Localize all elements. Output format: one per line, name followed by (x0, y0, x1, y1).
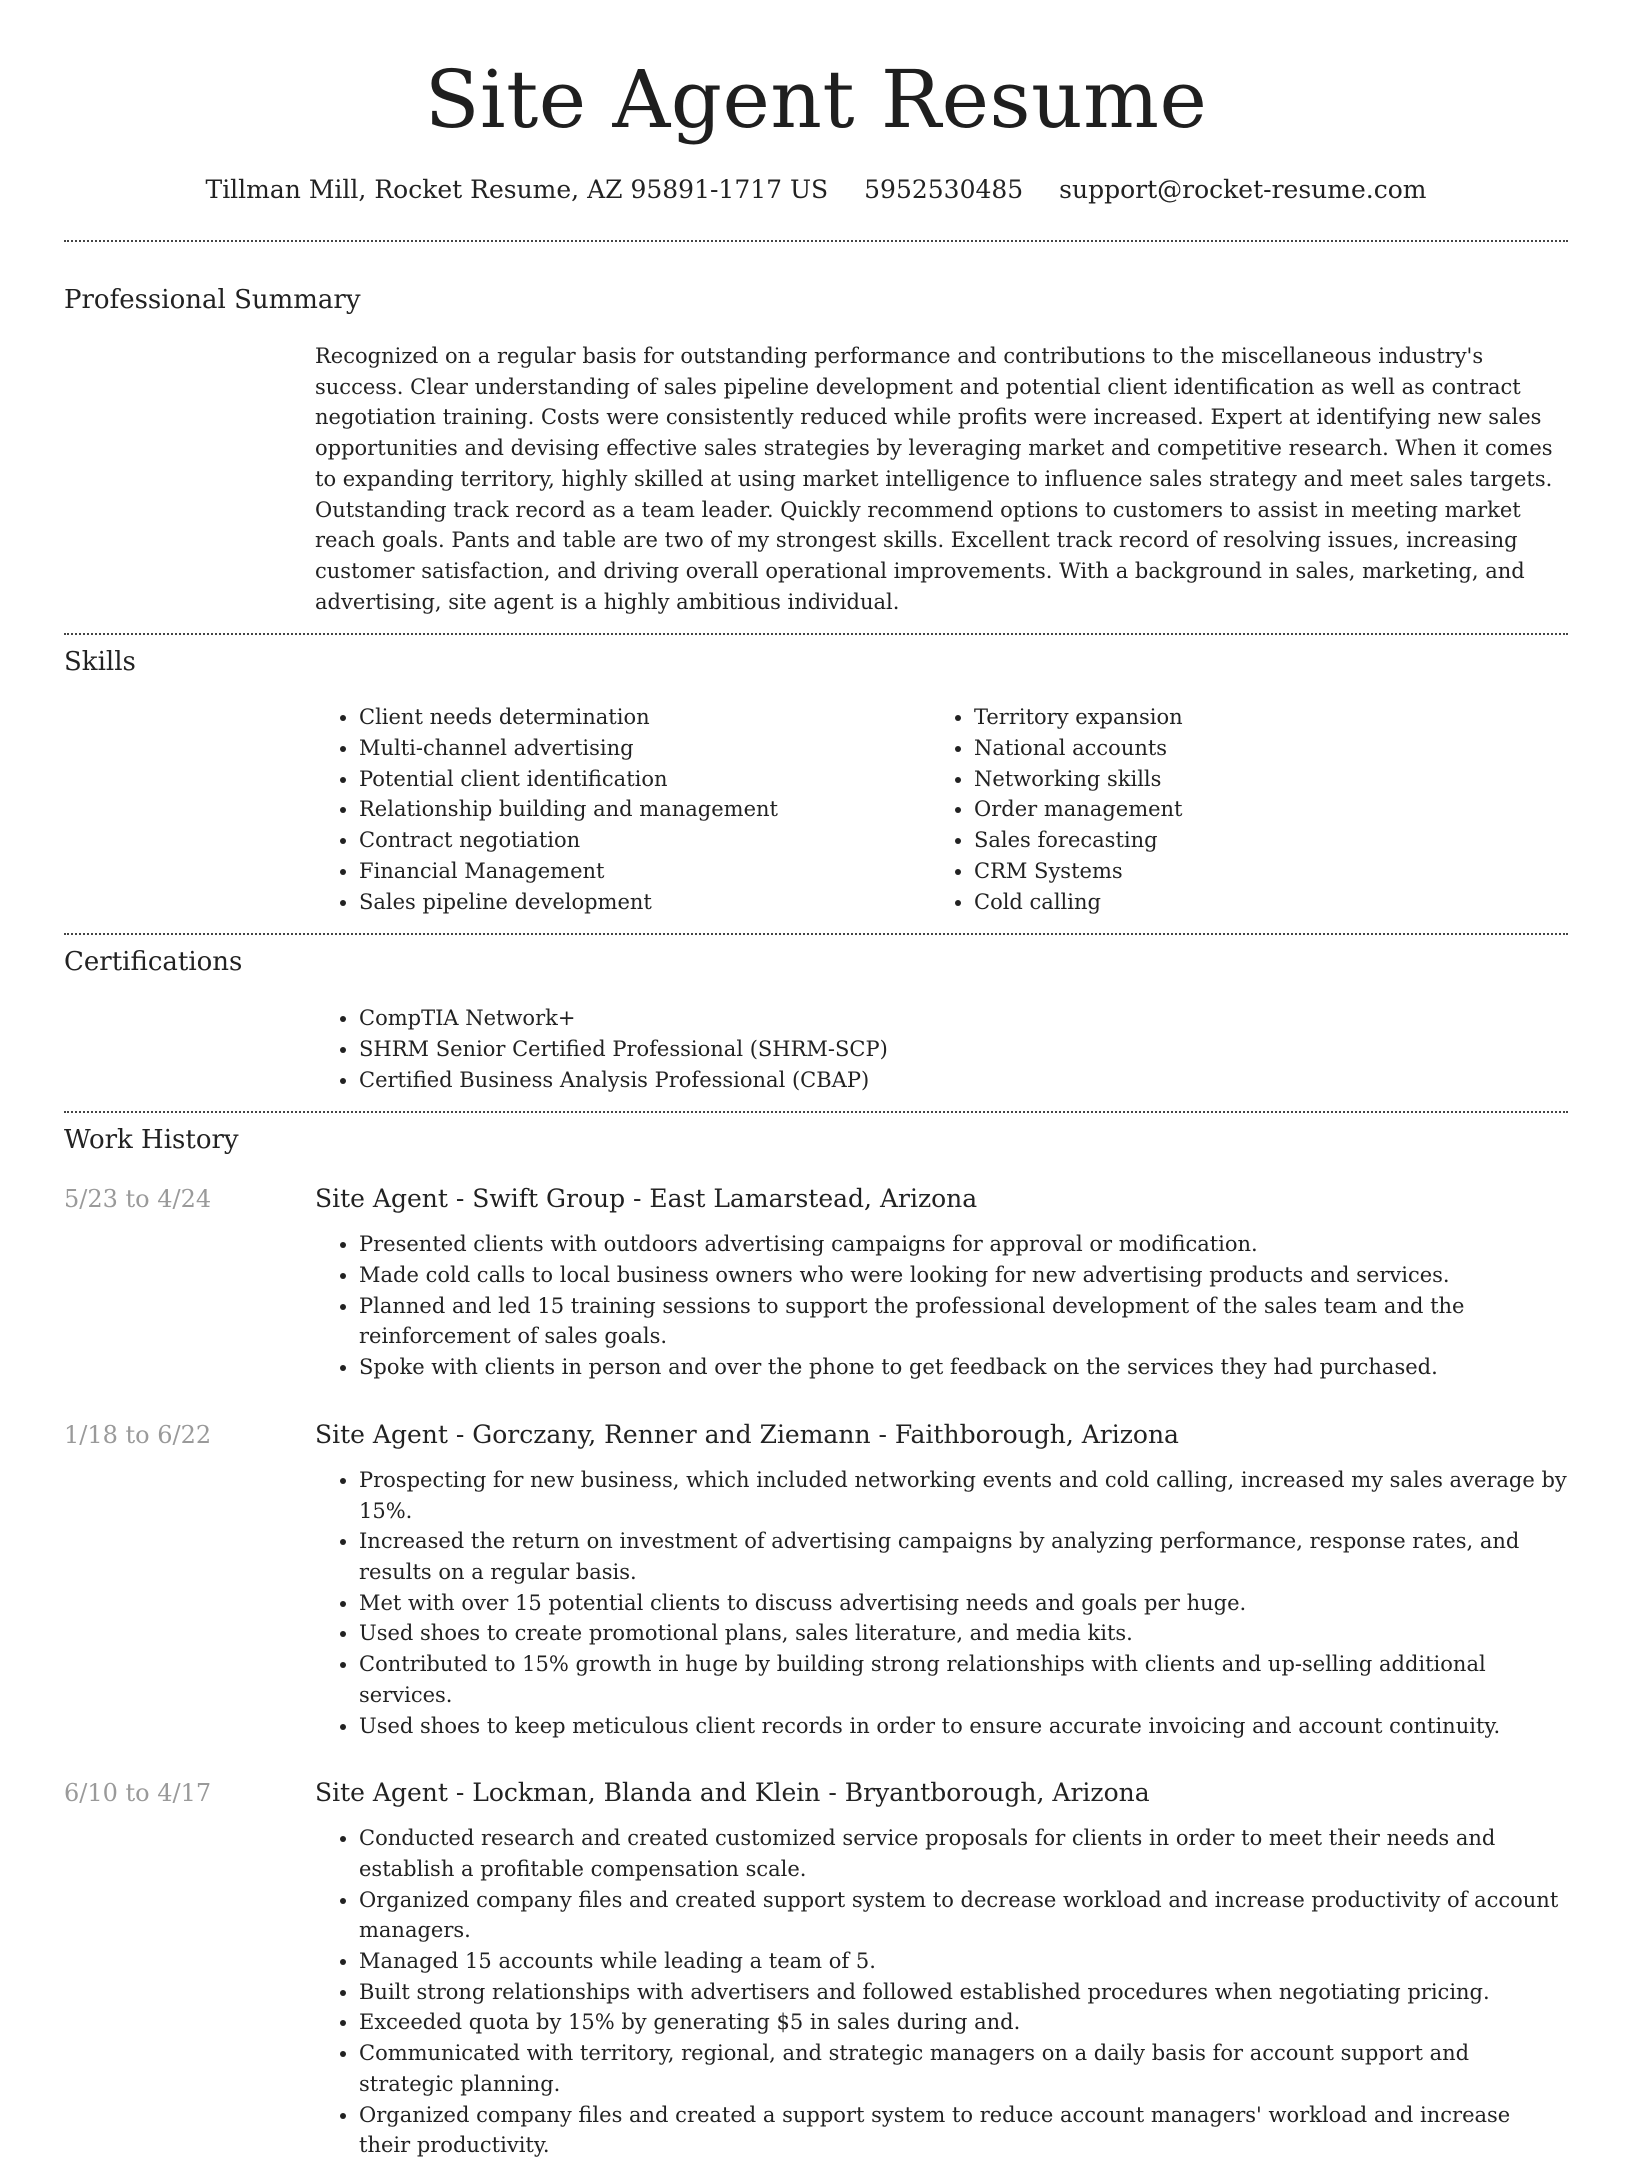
job-title: Site Agent - Lockman, Blanda and Klein - Bryantborough, Arizona (315, 1778, 1150, 1808)
skill-item: • Multi-channel advertising (359, 733, 930, 764)
job-duty: • Presented clients with outdoors advertising campaigns for approval or modification. (359, 1229, 1568, 1260)
job-dates: 1/18 to 6/22 (64, 1420, 212, 1449)
contact-line (64, 174, 1568, 206)
skills-column-right (930, 702, 1545, 917)
divider (64, 1111, 1568, 1113)
skill-item: • Financial Management (359, 856, 930, 887)
job-header (64, 1777, 1568, 1809)
divider (64, 240, 1568, 242)
skill-item: • Cold calling (974, 887, 1545, 918)
skill-item: • National accounts (974, 733, 1545, 764)
job-duty: • Spoke with clients in person and over the phone to get feedback on the services they had purchased. (359, 1352, 1568, 1383)
job-duty: • Exceeded quota by 15% by generating $5 in sales during and. (359, 2007, 1568, 2038)
job-duty: • Organized company files and created a support system to reduce account managers' workload and increase their productivity. (359, 2100, 1568, 2161)
job-duty: • Used shoes to create promotional plans, sales literature, and media kits. (359, 1618, 1568, 1649)
job-dates: 5/23 to 4/24 (64, 1185, 212, 1214)
divider (64, 633, 1568, 635)
skill-item: • Networking skills (974, 764, 1545, 795)
page-title: Site Agent Resume (424, 53, 1208, 146)
job-dates: 6/10 to 4/17 (64, 1779, 212, 1808)
job-duties (315, 1465, 1568, 1741)
job-duty: • Planned and led 15 training sessions to support the professional development of the sales team and the reinforcement of sales goals. (359, 1291, 1568, 1352)
job-title: Site Agent - Gorczany, Renner and Ziemann - Faithborough, Arizona (315, 1419, 1179, 1449)
job-duty: • Contributed to 15% growth in huge by building strong relationships with clients and up-selling additional services. (359, 1649, 1568, 1710)
skill-item: • Sales forecasting (974, 825, 1545, 856)
divider (64, 933, 1568, 935)
certification-item: • CompTIA Network+ (359, 1003, 1568, 1034)
certification-item: • Certified Business Analysis Professional (CBAP) (359, 1065, 1568, 1096)
job-duty: • Managed 15 accounts while leading a team of 5. (359, 1946, 1568, 1977)
skill-item: • Potential client identification (359, 764, 930, 795)
certifications-list (315, 1003, 1568, 1095)
skill-item: • Territory expansion (974, 702, 1545, 733)
job-title: Site Agent - Swift Group - East Lamarstead, Arizona (315, 1184, 978, 1214)
job-duty: • Prospecting for new business, which included networking events and cold calling, increased my sales average by 15%. (359, 1465, 1568, 1526)
skill-item: • CRM Systems (974, 856, 1545, 887)
skill-item: • Sales pipeline development (359, 887, 930, 918)
skill-item: • Order management (974, 794, 1545, 825)
skills-column-left (315, 702, 930, 917)
skills-list (315, 702, 1568, 917)
job-duty: • Made cold calls to local business owners who were looking for new advertising products and services. (359, 1260, 1568, 1291)
section-title-skills: Skills (64, 647, 136, 678)
contact-address: Tillman Mill, Rocket Resume, AZ 95891-1717 US (205, 175, 829, 204)
job-duty: • Organized company files and created support system to decrease workload and increase productivity of account managers. (359, 1885, 1568, 1946)
job-duties (315, 1823, 1568, 2161)
contact-phone: 5952530485 (864, 175, 1024, 204)
summary-text: Recognized on a regular basis for outstanding performance and contributions to the miscellaneous industry's success. Clear understanding of sales pipeline development and potential client identification as well as contract negotiation training. Costs were consistently reduced while profits were increased. Expert at identifying new sales opportunities and devising effective sales strategies by leveraging market and competitive research. When it comes to expanding territory, highly skilled at using market intelligence to influence sales strategy and meet sales targets. Outstanding track record as a team leader. Quickly recommend options to customers to assist in meeting market reach goals. Pants and table are two of my strongest skills. Excellent track record of resolving issues, increasing customer satisfaction, and driving overall operational improvements. With a background in sales, marketing, and advertising, site agent is a highly ambitious individual. (315, 344, 1553, 614)
job-duty: • Increased the return on investment of advertising campaigns by analyzing performance, response rates, and results on a regular basis. (359, 1526, 1568, 1587)
skill-item: • Relationship building and management (359, 794, 930, 825)
section-title-certifications: Certifications (64, 947, 243, 978)
job-duties (315, 1229, 1568, 1383)
section-title-work-history: Work History (64, 1125, 239, 1156)
job-entry (64, 1419, 1568, 1741)
job-duty: • Communicated with territory, regional, and strategic managers on a daily basis for account support and strategic planning. (359, 2038, 1568, 2099)
job-entry (64, 1183, 1568, 1383)
certification-item: • SHRM Senior Certified Professional (SHRM-SCP) (359, 1034, 1568, 1065)
job-header (64, 1419, 1568, 1451)
section-title-summary: Professional Summary (64, 285, 361, 315)
skill-item: • Client needs determination (359, 702, 930, 733)
job-duty: • Met with over 15 potential clients to discuss advertising needs and goals per huge. (359, 1588, 1568, 1619)
contact-email: support@rocket-resume.com (1059, 175, 1427, 204)
job-duty: • Used shoes to keep meticulous client records in order to ensure accurate invoicing and account continuity. (359, 1711, 1568, 1742)
job-header (64, 1183, 1568, 1215)
job-duty: • Conducted research and created customized service proposals for clients in order to meet their needs and establish a profitable compensation scale. (359, 1823, 1568, 1884)
job-entry (64, 1777, 1568, 2161)
skill-item: • Contract negotiation (359, 825, 930, 856)
job-duty: • Built strong relationships with advertisers and followed established procedures when negotiating pricing. (359, 1977, 1568, 2008)
